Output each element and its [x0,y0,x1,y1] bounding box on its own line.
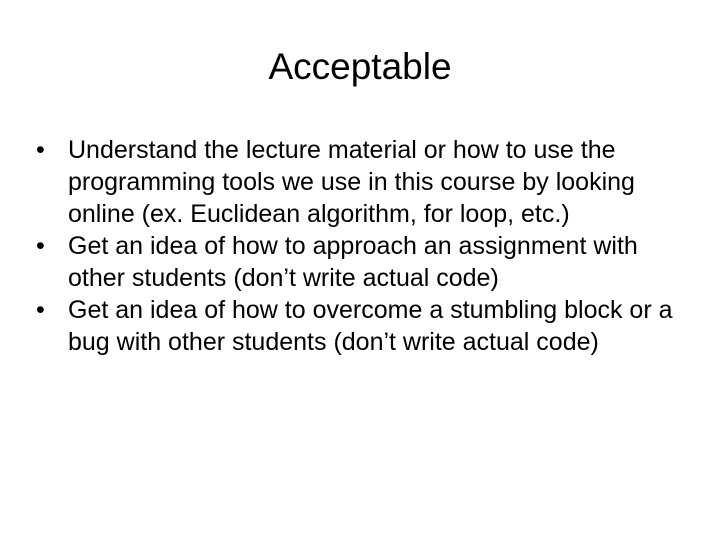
bullet-text: Get an idea of how to approach an assignment with other students (don’t write actual code) [68,232,638,292]
bullet-text: Get an idea of how to overcome a stumbling block or a bug with other students (don’t write actual code) [68,296,673,356]
bullet-dot-icon: • [36,232,45,260]
bullet-item [36,294,686,358]
bullet-item [36,134,686,230]
bullet-dot-icon: • [36,136,45,164]
slide-title: Acceptable [268,46,452,87]
bullet-text: Understand the lecture material or how to use the programming tools we use in this course by looking online (ex. Euclidean algorithm, for loop, etc.) [68,136,635,228]
bullet-dot-icon: • [36,296,45,324]
bullet-item [36,230,686,294]
bullet-list [36,134,686,358]
